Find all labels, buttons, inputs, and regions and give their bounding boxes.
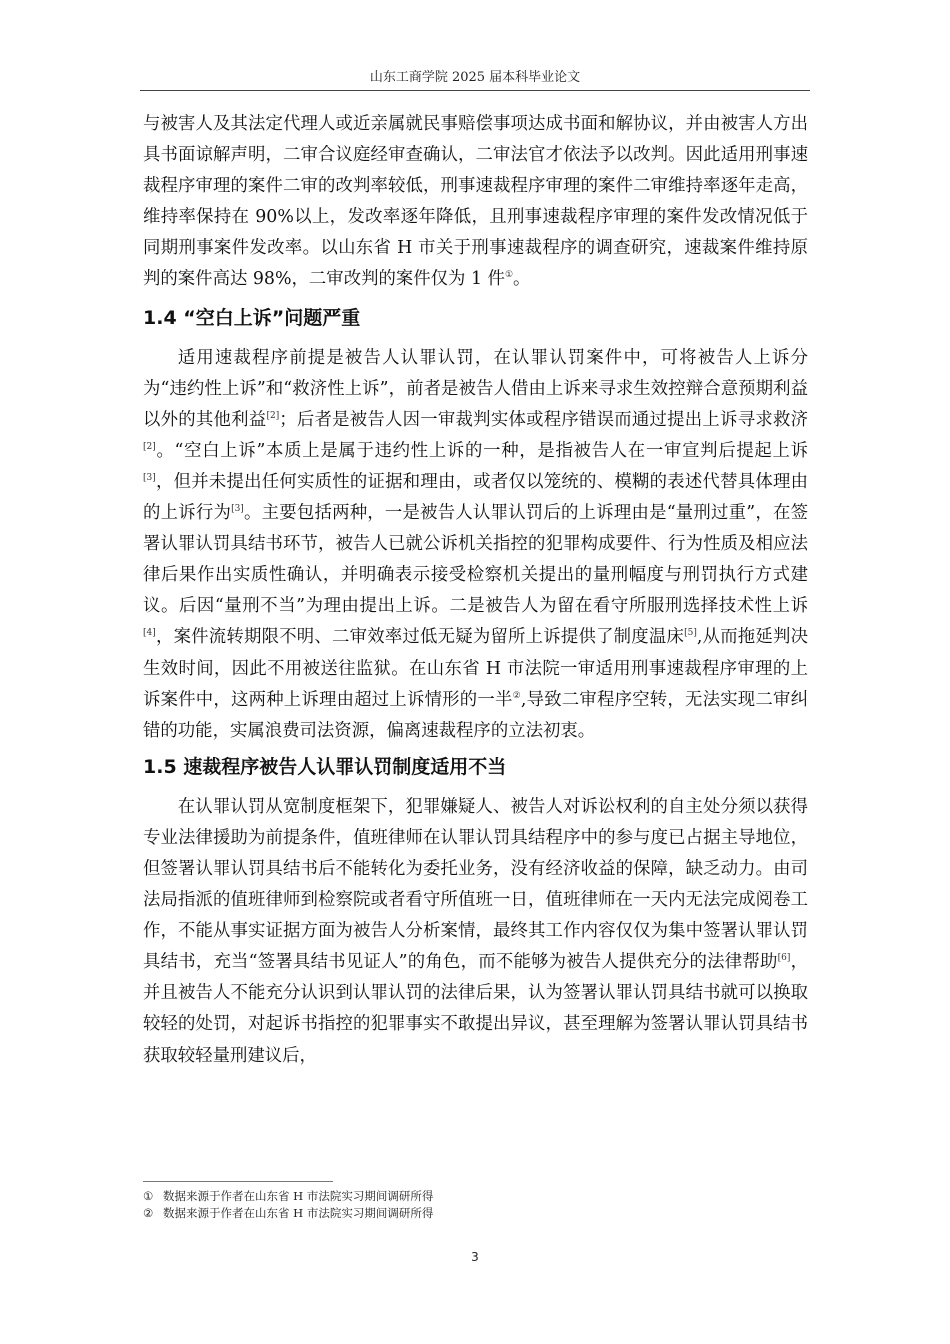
- citation-ref[interactable]: [6]: [777, 953, 791, 964]
- text-run: 在认罪认罚从宽制度框架下，犯罪嫌疑人、被告人对诉讼权利的自主处分须以获得专业法律援助为前提条件，值班律师在认罪认罚具结程序中的参与度已占据主导地位，但签署认罪认罚具结书后不能转化为委托业务，没有经济收益的保障，缺乏动力。由司法局指派的值班律师到检察院或者看守所值班一日，值班律师在一天内无法完成阅卷工作，不能从事实证据方面为被告人分析案情，最终其工作内容仅仅为集中签署认罪认罚具结书，充当“签署具结书见证人”的角色，而不能够为被告人提供充分的法律帮助: [143, 796, 808, 973]
- text-run: ,导致二审程序空转，无法实现二审纠错的功能，实属浪费司法资源，偏离速裁程序的立法初衷。: [143, 689, 808, 741]
- footnote-mark: ②: [143, 1206, 154, 1220]
- text-run: ,从而拖延判决生效时间，因此不用被送往监狱。在山东省 H 市法院一审适用刑事速裁程序审理的上诉案件中，这两种上诉理由超过上诉情形的一半: [143, 627, 808, 710]
- text-run: ，但并未提出任何实质性的证据和理由，或者仅以笼统的、模糊的表述代替具体理由的上诉行为: [143, 471, 808, 524]
- page-number: 3: [471, 1250, 479, 1264]
- footnote-marker[interactable]: ②: [512, 690, 521, 701]
- footnote-text: 数据来源于作者在山东省 H 市法院实习期间调研所得: [163, 1206, 434, 1220]
- citation-ref[interactable]: [2]: [266, 410, 280, 421]
- text-run: ，案件流转期限不明、二审效率过低无疑为留所上诉提供了制度温床: [155, 627, 685, 648]
- paragraph-continuation: [143, 109, 808, 296]
- page-body: [143, 109, 808, 1072]
- section-heading-1-4: 1.4 “空白上诉”问题严重: [143, 306, 361, 329]
- text-run: 。主要包括两种，一是被告人认罪认罚后的上诉理由是“量刑过重”，在签署认罪认罚具结书环节，被告人已就公诉机关指控的犯罪构成要件、行为性质及相应法律后果作出实质性确认，并明确表示接受检察机关提出的量刑幅度与刑罚执行方式建议。后因“量刑不当”为理由提出上诉。二是被告人为留在看守所服刑选择技术性上诉: [143, 503, 808, 617]
- footnote-item: [143, 1188, 808, 1205]
- page-header: 山东工商学院 2025 届本科毕业论文: [369, 70, 581, 85]
- text-run: ，并且被告人不能充分认识到认罪认罚的法律后果，认为签署认罪认罚具结书就可以换取较轻的处罚，对起诉书指控的犯罪事实不敢提出异议，甚至理解为签署认罪认罚具结书获取较轻量刑建议后，: [143, 952, 808, 1066]
- paragraph-plea-system: [143, 792, 808, 1072]
- footnote-mark: ①: [143, 1189, 154, 1203]
- text-run: ；后者是被告人因一审裁判实体或程序错误而通过提出上诉寻求救济: [279, 409, 808, 430]
- citation-ref[interactable]: [2]: [143, 442, 156, 453]
- paragraph-blank-appeal: [143, 343, 808, 747]
- footnote-item: [143, 1205, 808, 1222]
- section-heading-1-5: 1.5 速裁程序被告人认罪认罚制度适用不当: [143, 755, 507, 778]
- citation-ref[interactable]: [5]: [684, 628, 697, 639]
- text-run: 与被害人及其法定代理人或近亲属就民事赔偿事项达成书面和解协议，并由被害人方出具书面谅解声明，二审合议庭经审查确认，二审法官才依法予以改判。因此适用刑事速裁程序审理的案件二审的改判率较低，刑事速裁程序审理的案件二审维持率逐年走高，维持率保持在 90%以上，发改率逐年降低，且刑事速裁程序审理的案件发改情况低于同期刑事案件发改率。以山东省 H 市关于刑事速裁程序的调查研究，速裁案件维持原判的案件高达 98%，二审改判的案件仅为 1 件: [143, 114, 808, 290]
- text-run: 。: [513, 269, 531, 290]
- header-divider: [140, 90, 810, 91]
- citation-ref[interactable]: [3]: [143, 473, 156, 484]
- footnote-text: 数据来源于作者在山东省 H 市法院实习期间调研所得: [163, 1189, 434, 1203]
- footnote-marker[interactable]: ①: [504, 270, 514, 281]
- text-run: 适用速裁程序前提是被告人认罪认罚，在认罪认罚案件中，可将被告人上诉分为“违约性上诉”和“救济性上诉”，前者是被告人借由上诉来寻求生效控辩合意预期利益以外的其他利益: [143, 347, 808, 430]
- footnotes: [143, 1188, 808, 1222]
- citation-ref[interactable]: [4]: [143, 628, 156, 639]
- citation-ref[interactable]: [3]: [231, 504, 244, 515]
- text-run: 。“空白上诉”本质上是属于违约性上诉的一种，是指被告人在一审宣判后提起上诉: [155, 440, 808, 461]
- footnote-divider: [143, 1181, 333, 1182]
